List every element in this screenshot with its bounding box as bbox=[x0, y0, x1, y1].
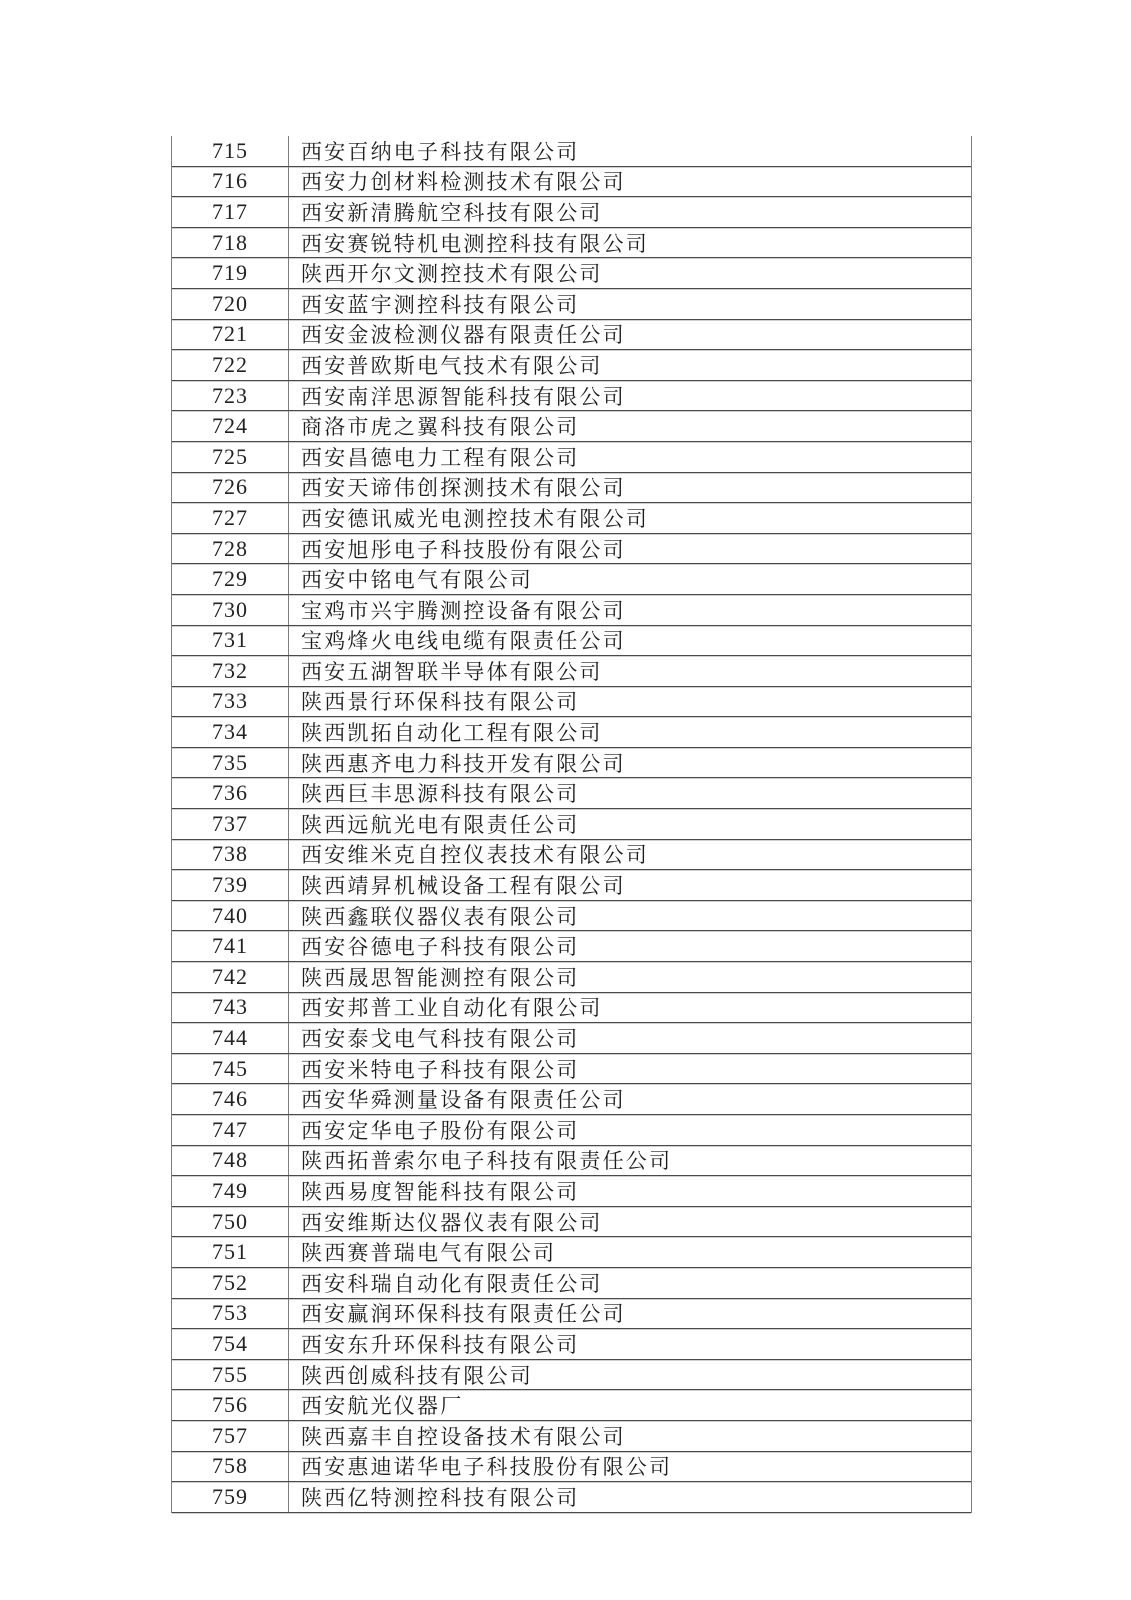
row-number: 724 bbox=[172, 411, 289, 441]
table-row bbox=[172, 564, 971, 595]
table-row bbox=[172, 442, 971, 473]
company-name: 西安邦普工业自动化有限公司 bbox=[301, 996, 603, 1021]
company-table bbox=[171, 136, 972, 1513]
table-row bbox=[172, 1421, 971, 1452]
table-row bbox=[172, 1054, 971, 1085]
row-number: 751 bbox=[172, 1237, 289, 1267]
company-name: 陕西惠齐电力科技开发有限公司 bbox=[301, 751, 626, 776]
company-name: 西安华舜测量设备有限责任公司 bbox=[301, 1088, 626, 1113]
company-name: 西安科瑞自动化有限责任公司 bbox=[301, 1271, 603, 1296]
table-row bbox=[172, 1360, 971, 1391]
row-number: 717 bbox=[172, 197, 289, 227]
row-number: 758 bbox=[172, 1452, 289, 1482]
company-name: 西安南洋思源智能科技有限公司 bbox=[301, 384, 626, 409]
company-name: 西安五湖智联半导体有限公司 bbox=[301, 659, 603, 684]
table-row bbox=[172, 1207, 971, 1238]
company-name: 西安赛锐特机电测控科技有限公司 bbox=[301, 231, 649, 256]
row-number: 745 bbox=[172, 1054, 289, 1084]
row-number: 719 bbox=[172, 258, 289, 288]
company-name: 陕西远航光电有限责任公司 bbox=[301, 812, 580, 837]
row-number: 738 bbox=[172, 840, 289, 870]
table-row bbox=[172, 1237, 971, 1268]
table-row bbox=[172, 136, 971, 167]
company-name: 西安旭彤电子科技股份有限公司 bbox=[301, 537, 626, 562]
row-number: 753 bbox=[172, 1299, 289, 1329]
table-row bbox=[172, 901, 971, 932]
row-number: 721 bbox=[172, 320, 289, 350]
company-name: 西安新清腾航空科技有限公司 bbox=[301, 200, 603, 225]
table-row bbox=[172, 870, 971, 901]
row-number: 729 bbox=[172, 564, 289, 594]
row-number: 747 bbox=[172, 1115, 289, 1145]
row-number: 728 bbox=[172, 534, 289, 564]
table-row bbox=[172, 595, 971, 626]
row-number: 732 bbox=[172, 656, 289, 686]
table-row bbox=[172, 228, 971, 259]
table-row bbox=[172, 748, 971, 779]
table-row bbox=[172, 626, 971, 657]
company-name: 商洛市虎之翼科技有限公司 bbox=[301, 415, 580, 440]
company-name: 陕西鑫联仪器仪表有限公司 bbox=[301, 904, 580, 929]
row-number: 715 bbox=[172, 136, 289, 166]
row-number: 741 bbox=[172, 931, 289, 961]
row-number: 718 bbox=[172, 228, 289, 258]
table-row bbox=[172, 289, 971, 320]
row-number: 734 bbox=[172, 717, 289, 747]
row-number: 735 bbox=[172, 748, 289, 778]
row-number: 720 bbox=[172, 289, 289, 319]
table-row bbox=[172, 473, 971, 504]
row-number: 740 bbox=[172, 901, 289, 931]
row-number: 757 bbox=[172, 1421, 289, 1451]
table-row bbox=[172, 167, 971, 198]
table-row bbox=[172, 840, 971, 871]
row-number: 746 bbox=[172, 1084, 289, 1114]
table-row bbox=[172, 809, 971, 840]
company-name: 陕西嘉丰自控设备技术有限公司 bbox=[301, 1424, 626, 1449]
table-row bbox=[172, 197, 971, 228]
row-number: 759 bbox=[172, 1482, 289, 1512]
company-name: 西安昌德电力工程有限公司 bbox=[301, 445, 580, 470]
company-name: 宝鸡烽火电线电缆有限责任公司 bbox=[301, 629, 626, 654]
row-number: 749 bbox=[172, 1176, 289, 1206]
row-number: 750 bbox=[172, 1207, 289, 1237]
table-row bbox=[172, 411, 971, 442]
table-row bbox=[172, 1329, 971, 1360]
company-name: 宝鸡市兴宇腾测控设备有限公司 bbox=[301, 598, 626, 623]
company-name: 陕西赛普瑞电气有限公司 bbox=[301, 1241, 557, 1266]
table-row bbox=[172, 350, 971, 381]
row-number: 755 bbox=[172, 1360, 289, 1390]
table-row bbox=[172, 1390, 971, 1421]
company-name: 陕西凯拓自动化工程有限公司 bbox=[301, 721, 603, 746]
company-name: 陕西创威科技有限公司 bbox=[301, 1363, 533, 1388]
company-name: 西安德讯威光电测控技术有限公司 bbox=[301, 506, 649, 531]
company-name: 西安惠迪诺华电子科技股份有限公司 bbox=[301, 1455, 673, 1480]
table-row bbox=[172, 1176, 971, 1207]
company-name: 西安谷德电子科技有限公司 bbox=[301, 935, 580, 960]
table-row bbox=[172, 717, 971, 748]
row-number: 733 bbox=[172, 687, 289, 717]
company-name: 西安维米克自控仪表技术有限公司 bbox=[301, 843, 649, 868]
row-number: 742 bbox=[172, 962, 289, 992]
row-number: 725 bbox=[172, 442, 289, 472]
company-name: 西安中铭电气有限公司 bbox=[301, 568, 533, 593]
company-name: 西安天谛伟创探测技术有限公司 bbox=[301, 476, 626, 501]
company-name: 西安维斯达仪器仪表有限公司 bbox=[301, 1210, 603, 1235]
company-name: 西安航光仪器厂 bbox=[301, 1394, 464, 1419]
row-number: 723 bbox=[172, 381, 289, 411]
table-row bbox=[172, 1084, 971, 1115]
row-number: 737 bbox=[172, 809, 289, 839]
table-row bbox=[172, 1115, 971, 1146]
table-row bbox=[172, 534, 971, 565]
table-row bbox=[172, 1452, 971, 1483]
row-number: 748 bbox=[172, 1146, 289, 1176]
table-row bbox=[172, 687, 971, 718]
row-number: 739 bbox=[172, 870, 289, 900]
company-name: 陕西易度智能科技有限公司 bbox=[301, 1179, 580, 1204]
table-row bbox=[172, 656, 971, 687]
table-row bbox=[172, 1299, 971, 1330]
company-name: 陕西晟思智能测控有限公司 bbox=[301, 965, 580, 990]
company-name: 陕西巨丰思源科技有限公司 bbox=[301, 782, 580, 807]
company-name: 西安普欧斯电气技术有限公司 bbox=[301, 353, 603, 378]
table-row bbox=[172, 1482, 971, 1513]
company-name: 西安定华电子股份有限公司 bbox=[301, 1118, 580, 1143]
company-name: 西安泰戈电气科技有限公司 bbox=[301, 1027, 580, 1052]
row-number: 727 bbox=[172, 503, 289, 533]
row-number: 752 bbox=[172, 1268, 289, 1298]
company-name: 西安百纳电子科技有限公司 bbox=[301, 139, 580, 164]
company-name: 陕西亿特测控科技有限公司 bbox=[301, 1485, 580, 1510]
row-number: 743 bbox=[172, 993, 289, 1023]
company-name: 西安力创材料检测技术有限公司 bbox=[301, 170, 626, 195]
company-name: 西安蓝宇测控科技有限公司 bbox=[301, 292, 580, 317]
company-name: 西安赢润环保科技有限责任公司 bbox=[301, 1302, 626, 1327]
row-number: 756 bbox=[172, 1390, 289, 1420]
table-row bbox=[172, 962, 971, 993]
table-row bbox=[172, 258, 971, 289]
row-number: 754 bbox=[172, 1329, 289, 1359]
row-number: 730 bbox=[172, 595, 289, 625]
row-number: 736 bbox=[172, 778, 289, 808]
row-number: 726 bbox=[172, 473, 289, 503]
company-name: 西安金波检测仪器有限责任公司 bbox=[301, 323, 626, 348]
table-row bbox=[172, 1146, 971, 1177]
company-name: 陕西景行环保科技有限公司 bbox=[301, 690, 580, 715]
company-name: 陕西开尔文测控技术有限公司 bbox=[301, 262, 603, 287]
table-row bbox=[172, 931, 971, 962]
row-number: 731 bbox=[172, 626, 289, 656]
table-row bbox=[172, 993, 971, 1024]
table-row bbox=[172, 1268, 971, 1299]
row-number: 722 bbox=[172, 350, 289, 380]
company-name: 西安米特电子科技有限公司 bbox=[301, 1057, 580, 1082]
table-row bbox=[172, 503, 971, 534]
company-name: 陕西靖昇机械设备工程有限公司 bbox=[301, 874, 626, 899]
company-name: 陕西拓普索尔电子科技有限责任公司 bbox=[301, 1149, 673, 1174]
table-row bbox=[172, 381, 971, 412]
company-name: 西安东升环保科技有限公司 bbox=[301, 1332, 580, 1357]
row-number: 716 bbox=[172, 167, 289, 197]
row-number: 744 bbox=[172, 1023, 289, 1053]
table-row bbox=[172, 1023, 971, 1054]
table-row bbox=[172, 778, 971, 809]
table-row bbox=[172, 320, 971, 351]
